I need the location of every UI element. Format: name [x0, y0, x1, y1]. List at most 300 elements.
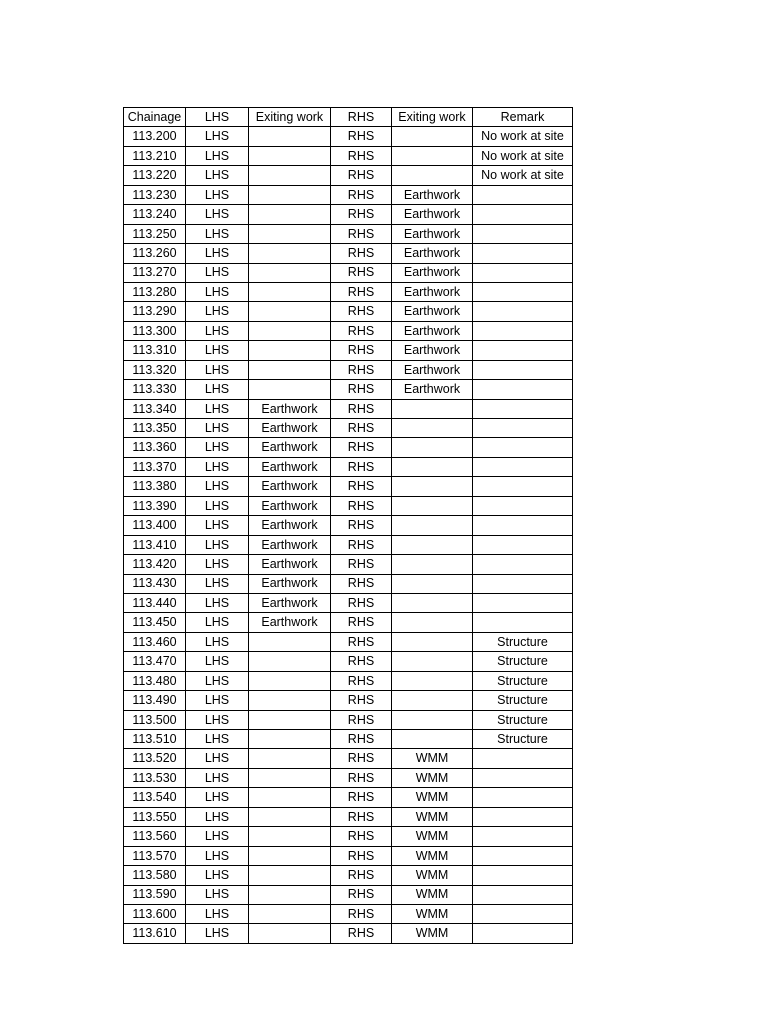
- table-row: [124, 185, 573, 204]
- lhs-existing-work-cell: [249, 846, 331, 865]
- lhs-cell: LHS: [186, 593, 249, 612]
- chainage-cell: 113.560: [124, 827, 186, 846]
- chainage-cell: 113.380: [124, 477, 186, 496]
- rhs-cell: RHS: [331, 244, 392, 263]
- chainage-cell: 113.500: [124, 710, 186, 729]
- lhs-cell: LHS: [186, 341, 249, 360]
- lhs-cell: LHS: [186, 302, 249, 321]
- table-row: [124, 438, 573, 457]
- lhs-existing-work-cell: [249, 788, 331, 807]
- lhs-cell: LHS: [186, 360, 249, 379]
- lhs-cell: LHS: [186, 244, 249, 263]
- chainage-cell: 113.400: [124, 516, 186, 535]
- lhs-existing-work-cell: [249, 166, 331, 185]
- table-row: [124, 321, 573, 340]
- rhs-cell: RHS: [331, 846, 392, 865]
- remark-cell: Structure: [473, 632, 573, 651]
- lhs-cell: LHS: [186, 419, 249, 438]
- chainage-cell: 113.450: [124, 613, 186, 632]
- rhs-existing-work-cell: [392, 691, 473, 710]
- rhs-cell: RHS: [331, 827, 392, 846]
- remark-cell: [473, 904, 573, 923]
- lhs-cell: LHS: [186, 710, 249, 729]
- lhs-cell: LHS: [186, 263, 249, 282]
- rhs-existing-work-cell: [392, 146, 473, 165]
- header-lhs: LHS: [186, 108, 249, 127]
- lhs-cell: LHS: [186, 224, 249, 243]
- rhs-existing-work-cell: WMM: [392, 866, 473, 885]
- rhs-existing-work-cell: [392, 127, 473, 146]
- table-row: [124, 710, 573, 729]
- remark-cell: [473, 302, 573, 321]
- lhs-cell: LHS: [186, 574, 249, 593]
- lhs-existing-work-cell: Earthwork: [249, 399, 331, 418]
- remark-cell: [473, 360, 573, 379]
- lhs-cell: LHS: [186, 807, 249, 826]
- rhs-cell: RHS: [331, 146, 392, 165]
- rhs-cell: RHS: [331, 419, 392, 438]
- header-chainage: Chainage: [124, 108, 186, 127]
- chainage-work-table: [123, 107, 573, 944]
- table-row: [124, 127, 573, 146]
- table-row: [124, 535, 573, 554]
- rhs-cell: RHS: [331, 574, 392, 593]
- remark-cell: Structure: [473, 691, 573, 710]
- lhs-existing-work-cell: [249, 730, 331, 749]
- lhs-cell: LHS: [186, 730, 249, 749]
- remark-cell: [473, 788, 573, 807]
- chainage-cell: 113.530: [124, 768, 186, 787]
- chainage-cell: 113.480: [124, 671, 186, 690]
- lhs-cell: LHS: [186, 671, 249, 690]
- rhs-cell: RHS: [331, 205, 392, 224]
- lhs-existing-work-cell: Earthwork: [249, 457, 331, 476]
- remark-cell: [473, 224, 573, 243]
- lhs-cell: LHS: [186, 749, 249, 768]
- remark-cell: [473, 593, 573, 612]
- lhs-cell: LHS: [186, 691, 249, 710]
- lhs-cell: LHS: [186, 827, 249, 846]
- lhs-existing-work-cell: [249, 904, 331, 923]
- lhs-existing-work-cell: Earthwork: [249, 555, 331, 574]
- remark-cell: [473, 555, 573, 574]
- lhs-existing-work-cell: Earthwork: [249, 593, 331, 612]
- rhs-cell: RHS: [331, 730, 392, 749]
- remark-cell: [473, 535, 573, 554]
- table-row: [124, 282, 573, 301]
- remark-cell: [473, 866, 573, 885]
- rhs-existing-work-cell: [392, 438, 473, 457]
- remark-cell: [473, 341, 573, 360]
- remark-cell: [473, 282, 573, 301]
- lhs-cell: LHS: [186, 205, 249, 224]
- lhs-existing-work-cell: [249, 885, 331, 904]
- lhs-cell: LHS: [186, 146, 249, 165]
- rhs-existing-work-cell: WMM: [392, 749, 473, 768]
- rhs-existing-work-cell: [392, 457, 473, 476]
- rhs-existing-work-cell: WMM: [392, 885, 473, 904]
- chainage-cell: 113.490: [124, 691, 186, 710]
- chainage-cell: 113.550: [124, 807, 186, 826]
- rhs-existing-work-cell: WMM: [392, 807, 473, 826]
- lhs-existing-work-cell: Earthwork: [249, 516, 331, 535]
- remark-cell: [473, 399, 573, 418]
- rhs-existing-work-cell: [392, 671, 473, 690]
- chainage-cell: 113.470: [124, 652, 186, 671]
- rhs-existing-work-cell: Earthwork: [392, 302, 473, 321]
- remark-cell: Structure: [473, 710, 573, 729]
- rhs-cell: RHS: [331, 671, 392, 690]
- rhs-existing-work-cell: Earthwork: [392, 321, 473, 340]
- remark-cell: Structure: [473, 730, 573, 749]
- remark-cell: [473, 457, 573, 476]
- rhs-existing-work-cell: Earthwork: [392, 185, 473, 204]
- remark-cell: No work at site: [473, 166, 573, 185]
- remark-cell: [473, 244, 573, 263]
- lhs-existing-work-cell: [249, 224, 331, 243]
- rhs-existing-work-cell: Earthwork: [392, 205, 473, 224]
- lhs-existing-work-cell: Earthwork: [249, 477, 331, 496]
- remark-cell: [473, 263, 573, 282]
- table-row: [124, 399, 573, 418]
- rhs-existing-work-cell: [392, 166, 473, 185]
- table-row: [124, 360, 573, 379]
- table-row: [124, 924, 573, 943]
- lhs-existing-work-cell: [249, 768, 331, 787]
- lhs-cell: LHS: [186, 866, 249, 885]
- rhs-existing-work-cell: WMM: [392, 924, 473, 943]
- table-row: [124, 205, 573, 224]
- lhs-cell: LHS: [186, 555, 249, 574]
- table-row: [124, 593, 573, 612]
- remark-cell: [473, 496, 573, 515]
- lhs-cell: LHS: [186, 127, 249, 146]
- lhs-existing-work-cell: [249, 263, 331, 282]
- rhs-cell: RHS: [331, 399, 392, 418]
- lhs-existing-work-cell: Earthwork: [249, 613, 331, 632]
- rhs-existing-work-cell: Earthwork: [392, 224, 473, 243]
- rhs-cell: RHS: [331, 555, 392, 574]
- chainage-cell: 113.580: [124, 866, 186, 885]
- lhs-existing-work-cell: Earthwork: [249, 535, 331, 554]
- rhs-cell: RHS: [331, 807, 392, 826]
- rhs-existing-work-cell: [392, 399, 473, 418]
- lhs-cell: LHS: [186, 380, 249, 399]
- lhs-existing-work-cell: [249, 691, 331, 710]
- chainage-cell: 113.290: [124, 302, 186, 321]
- lhs-cell: LHS: [186, 846, 249, 865]
- lhs-cell: LHS: [186, 924, 249, 943]
- table-row: [124, 146, 573, 165]
- rhs-cell: RHS: [331, 457, 392, 476]
- rhs-cell: RHS: [331, 593, 392, 612]
- lhs-existing-work-cell: Earthwork: [249, 419, 331, 438]
- chainage-cell: 113.220: [124, 166, 186, 185]
- remark-cell: [473, 185, 573, 204]
- remark-cell: [473, 613, 573, 632]
- lhs-cell: LHS: [186, 516, 249, 535]
- rhs-existing-work-cell: [392, 419, 473, 438]
- rhs-cell: RHS: [331, 496, 392, 515]
- table-row: [124, 244, 573, 263]
- lhs-existing-work-cell: [249, 185, 331, 204]
- rhs-existing-work-cell: [392, 555, 473, 574]
- table-row: [124, 166, 573, 185]
- remark-cell: [473, 321, 573, 340]
- lhs-cell: LHS: [186, 321, 249, 340]
- rhs-existing-work-cell: WMM: [392, 904, 473, 923]
- chainage-cell: 113.590: [124, 885, 186, 904]
- table-row: [124, 866, 573, 885]
- table-row: [124, 302, 573, 321]
- chainage-cell: 113.440: [124, 593, 186, 612]
- rhs-cell: RHS: [331, 904, 392, 923]
- rhs-cell: RHS: [331, 691, 392, 710]
- table-row: [124, 457, 573, 476]
- remark-cell: [473, 516, 573, 535]
- lhs-cell: LHS: [186, 885, 249, 904]
- table-row: [124, 749, 573, 768]
- table-row: [124, 807, 573, 826]
- lhs-existing-work-cell: [249, 924, 331, 943]
- chainage-cell: 113.300: [124, 321, 186, 340]
- lhs-cell: LHS: [186, 904, 249, 923]
- rhs-cell: RHS: [331, 341, 392, 360]
- table-row: [124, 574, 573, 593]
- lhs-existing-work-cell: [249, 632, 331, 651]
- rhs-existing-work-cell: [392, 730, 473, 749]
- remark-cell: [473, 846, 573, 865]
- rhs-existing-work-cell: Earthwork: [392, 263, 473, 282]
- table-row: [124, 788, 573, 807]
- table-row: [124, 652, 573, 671]
- lhs-cell: LHS: [186, 477, 249, 496]
- table-row: [124, 730, 573, 749]
- rhs-cell: RHS: [331, 321, 392, 340]
- lhs-existing-work-cell: [249, 380, 331, 399]
- lhs-cell: LHS: [186, 652, 249, 671]
- lhs-existing-work-cell: [249, 205, 331, 224]
- lhs-cell: LHS: [186, 613, 249, 632]
- remark-cell: [473, 574, 573, 593]
- rhs-existing-work-cell: WMM: [392, 827, 473, 846]
- rhs-cell: RHS: [331, 438, 392, 457]
- table-row: [124, 380, 573, 399]
- rhs-cell: RHS: [331, 924, 392, 943]
- rhs-cell: RHS: [331, 613, 392, 632]
- rhs-existing-work-cell: WMM: [392, 768, 473, 787]
- table-body: [124, 127, 573, 943]
- rhs-existing-work-cell: Earthwork: [392, 244, 473, 263]
- remark-cell: [473, 438, 573, 457]
- lhs-existing-work-cell: [249, 321, 331, 340]
- table-row: [124, 904, 573, 923]
- rhs-cell: RHS: [331, 127, 392, 146]
- header-rhs-existing-work: Exiting work: [392, 108, 473, 127]
- rhs-existing-work-cell: [392, 535, 473, 554]
- lhs-existing-work-cell: [249, 360, 331, 379]
- chainage-cell: 113.420: [124, 555, 186, 574]
- lhs-cell: LHS: [186, 768, 249, 787]
- table-row: [124, 768, 573, 787]
- table-row: [124, 885, 573, 904]
- remark-cell: [473, 205, 573, 224]
- chainage-cell: 113.340: [124, 399, 186, 418]
- remark-cell: [473, 380, 573, 399]
- table-row: [124, 632, 573, 651]
- rhs-existing-work-cell: Earthwork: [392, 341, 473, 360]
- remark-cell: [473, 807, 573, 826]
- table-row: [124, 496, 573, 515]
- remark-cell: Structure: [473, 671, 573, 690]
- table-row: [124, 555, 573, 574]
- rhs-existing-work-cell: [392, 477, 473, 496]
- lhs-existing-work-cell: Earthwork: [249, 574, 331, 593]
- rhs-existing-work-cell: [392, 613, 473, 632]
- chainage-cell: 113.330: [124, 380, 186, 399]
- chainage-cell: 113.210: [124, 146, 186, 165]
- chainage-cell: 113.260: [124, 244, 186, 263]
- table-row: [124, 263, 573, 282]
- lhs-cell: LHS: [186, 457, 249, 476]
- lhs-existing-work-cell: [249, 127, 331, 146]
- lhs-cell: LHS: [186, 166, 249, 185]
- rhs-existing-work-cell: WMM: [392, 788, 473, 807]
- rhs-existing-work-cell: Earthwork: [392, 380, 473, 399]
- table-row: [124, 613, 573, 632]
- chainage-cell: 113.460: [124, 632, 186, 651]
- chainage-cell: 113.270: [124, 263, 186, 282]
- chainage-cell: 113.430: [124, 574, 186, 593]
- table-row: [124, 827, 573, 846]
- chainage-cell: 113.240: [124, 205, 186, 224]
- lhs-cell: LHS: [186, 282, 249, 301]
- rhs-cell: RHS: [331, 866, 392, 885]
- chainage-cell: 113.350: [124, 419, 186, 438]
- table-row: [124, 516, 573, 535]
- remark-cell: [473, 768, 573, 787]
- table-row: [124, 846, 573, 865]
- rhs-existing-work-cell: WMM: [392, 846, 473, 865]
- chainage-cell: 113.540: [124, 788, 186, 807]
- header-remark: Remark: [473, 108, 573, 127]
- rhs-existing-work-cell: [392, 710, 473, 729]
- chainage-cell: 113.390: [124, 496, 186, 515]
- table-row: [124, 341, 573, 360]
- chainage-cell: 113.370: [124, 457, 186, 476]
- chainage-cell: 113.510: [124, 730, 186, 749]
- lhs-existing-work-cell: [249, 652, 331, 671]
- rhs-existing-work-cell: Earthwork: [392, 282, 473, 301]
- remark-cell: Structure: [473, 652, 573, 671]
- rhs-existing-work-cell: [392, 652, 473, 671]
- chainage-cell: 113.610: [124, 924, 186, 943]
- lhs-existing-work-cell: [249, 302, 331, 321]
- header-rhs: RHS: [331, 108, 392, 127]
- rhs-cell: RHS: [331, 282, 392, 301]
- table-row: [124, 477, 573, 496]
- lhs-existing-work-cell: [249, 710, 331, 729]
- lhs-cell: LHS: [186, 438, 249, 457]
- lhs-cell: LHS: [186, 185, 249, 204]
- table-header-row: [124, 108, 573, 127]
- rhs-cell: RHS: [331, 749, 392, 768]
- header-lhs-existing-work: Exiting work: [249, 108, 331, 127]
- rhs-cell: RHS: [331, 652, 392, 671]
- chainage-cell: 113.320: [124, 360, 186, 379]
- chainage-cell: 113.250: [124, 224, 186, 243]
- remark-cell: [473, 924, 573, 943]
- lhs-existing-work-cell: [249, 827, 331, 846]
- remark-cell: No work at site: [473, 127, 573, 146]
- chainage-cell: 113.310: [124, 341, 186, 360]
- chainage-cell: 113.520: [124, 749, 186, 768]
- table-row: [124, 419, 573, 438]
- lhs-existing-work-cell: Earthwork: [249, 438, 331, 457]
- lhs-existing-work-cell: [249, 341, 331, 360]
- rhs-cell: RHS: [331, 788, 392, 807]
- table-row: [124, 224, 573, 243]
- remark-cell: [473, 419, 573, 438]
- lhs-cell: LHS: [186, 535, 249, 554]
- rhs-cell: RHS: [331, 535, 392, 554]
- rhs-existing-work-cell: [392, 593, 473, 612]
- lhs-existing-work-cell: [249, 749, 331, 768]
- rhs-cell: RHS: [331, 360, 392, 379]
- rhs-cell: RHS: [331, 166, 392, 185]
- chainage-cell: 113.200: [124, 127, 186, 146]
- remark-cell: [473, 477, 573, 496]
- rhs-cell: RHS: [331, 477, 392, 496]
- rhs-existing-work-cell: [392, 516, 473, 535]
- lhs-existing-work-cell: [249, 244, 331, 263]
- rhs-cell: RHS: [331, 185, 392, 204]
- chainage-cell: 113.570: [124, 846, 186, 865]
- lhs-existing-work-cell: [249, 282, 331, 301]
- rhs-cell: RHS: [331, 224, 392, 243]
- chainage-cell: 113.360: [124, 438, 186, 457]
- chainage-cell: 113.410: [124, 535, 186, 554]
- rhs-cell: RHS: [331, 632, 392, 651]
- lhs-existing-work-cell: [249, 146, 331, 165]
- rhs-cell: RHS: [331, 302, 392, 321]
- chainage-cell: 113.600: [124, 904, 186, 923]
- lhs-existing-work-cell: Earthwork: [249, 496, 331, 515]
- remark-cell: [473, 749, 573, 768]
- rhs-cell: RHS: [331, 263, 392, 282]
- rhs-cell: RHS: [331, 516, 392, 535]
- rhs-cell: RHS: [331, 380, 392, 399]
- rhs-cell: RHS: [331, 710, 392, 729]
- remark-cell: [473, 885, 573, 904]
- lhs-existing-work-cell: [249, 807, 331, 826]
- lhs-cell: LHS: [186, 632, 249, 651]
- remark-cell: [473, 827, 573, 846]
- rhs-existing-work-cell: [392, 632, 473, 651]
- rhs-existing-work-cell: Earthwork: [392, 360, 473, 379]
- rhs-existing-work-cell: [392, 496, 473, 515]
- lhs-cell: LHS: [186, 399, 249, 418]
- chainage-cell: 113.280: [124, 282, 186, 301]
- table-row: [124, 671, 573, 690]
- lhs-existing-work-cell: [249, 671, 331, 690]
- rhs-cell: RHS: [331, 885, 392, 904]
- chainage-cell: 113.230: [124, 185, 186, 204]
- table-row: [124, 691, 573, 710]
- rhs-existing-work-cell: [392, 574, 473, 593]
- lhs-existing-work-cell: [249, 866, 331, 885]
- lhs-cell: LHS: [186, 496, 249, 515]
